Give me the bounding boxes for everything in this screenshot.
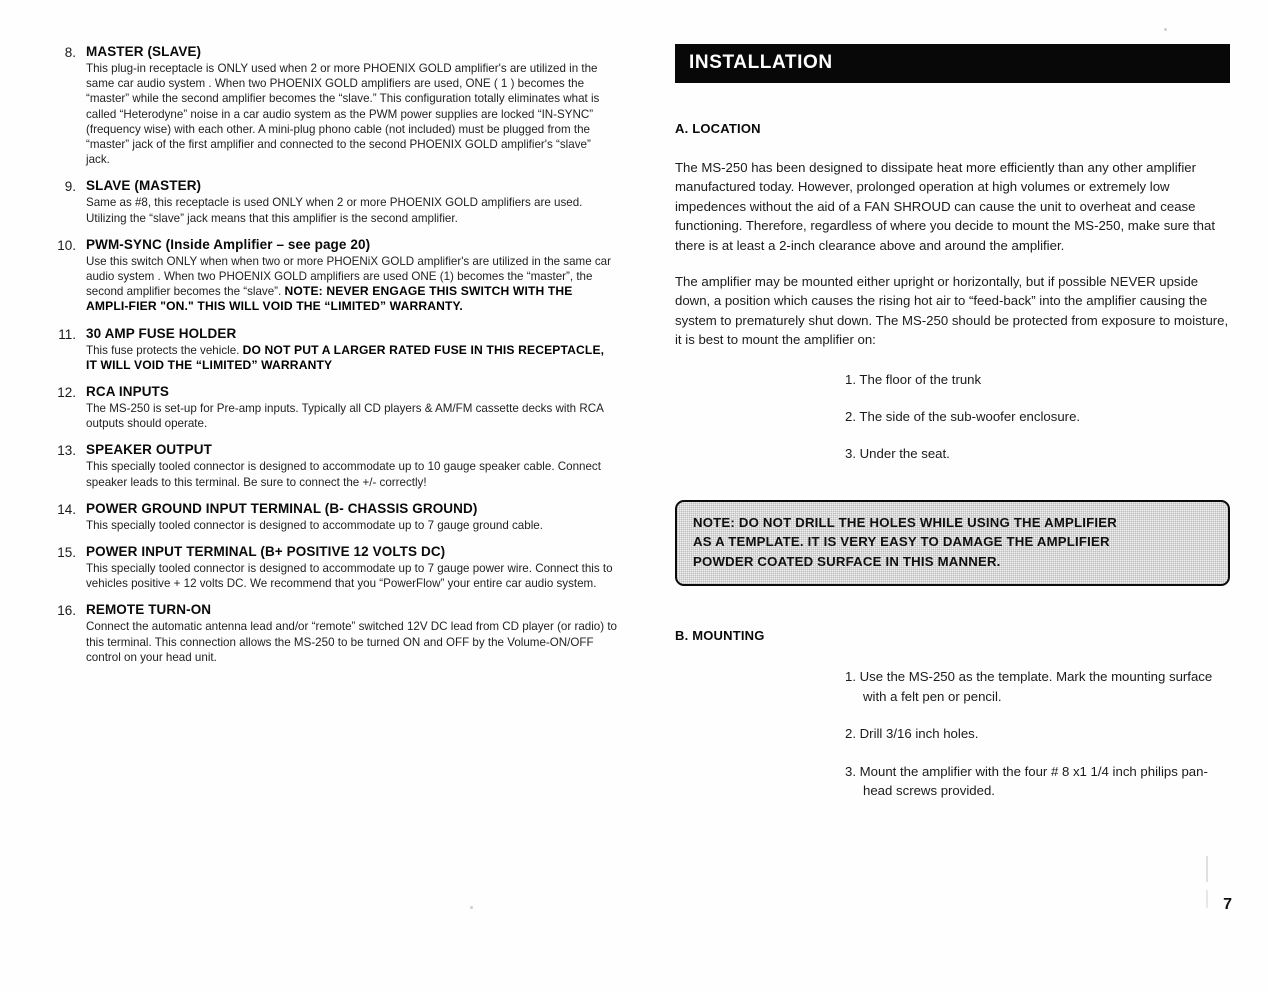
scan-speck [1164, 28, 1167, 31]
manual-item [42, 602, 617, 665]
item-body-text: This specially tooled connector is designed to accommodate up to 7 gauge ground cable. [86, 518, 543, 532]
item-number: 10. [57, 237, 76, 253]
section-b-heading: B. MOUNTING [675, 628, 765, 644]
manual-item [42, 501, 617, 533]
item-title: POWER GROUND INPUT TERMINAL (B- CHASSIS GROUND) [86, 500, 478, 516]
location-list [845, 370, 1230, 464]
manual-item [42, 544, 617, 591]
note-line: POWDER COATED SURFACE IN THIS MANNER. [693, 553, 1001, 569]
list-item: 3. Mount the amplifier with the four # 8 x1 1/4 inch philips pan-head screws provided. [845, 763, 1208, 798]
note-line: AS A TEMPLATE. IT IS VERY EASY TO DAMAGE THE AMPLIFIER [693, 534, 1110, 550]
item-title: REMOTE TURN-ON [86, 602, 212, 618]
note-line: NOTE: DO NOT DRILL THE HOLES WHILE USING THE AMPLIFIER [693, 514, 1118, 530]
manual-item [42, 44, 617, 167]
left-column [42, 44, 617, 676]
list-item: 1. The floor of the trunk [845, 371, 982, 387]
item-number: 9. [64, 179, 76, 195]
note-warning-box [675, 500, 1230, 587]
item-title: MASTER (SLAVE) [86, 44, 202, 59]
item-body [86, 619, 617, 665]
section-a-heading: A. LOCATION [675, 121, 761, 136]
item-body-warning: NOTE: NEVER ENGAGE THIS SWITCH WITH THE AMPLI-FIER "ON." THIS WILL VOID THE “LIMITED” WARRANTY. [86, 284, 573, 314]
scan-speck [1206, 890, 1208, 908]
mounting-list [845, 667, 1230, 800]
list-item: 3. Under the seat. [845, 446, 950, 462]
item-title: POWER INPUT TERMINAL (B+ POSITIVE 12 VOLTS DC) [86, 544, 446, 560]
item-body-text: Use this switch ONLY when when two or more PHOENiX GOLD amplifier's are utilized in the same car audio system . When two PHOENIX GOLD amplifiers are used ONE (1) becomes the “master”, the second amplifier becomes the “slave”. [86, 254, 611, 299]
list-item: 2. The side of the sub-woofer enclosure. [845, 409, 1081, 425]
item-body-text: The MS-250 is set-up for Pre-amp inputs. Typically all CD players & AM/FM cassette decks with RCA outputs should operate. [86, 402, 604, 431]
right-column [675, 44, 1230, 818]
item-number: 11. [58, 326, 76, 342]
item-title: RCA INPUTS [86, 384, 170, 400]
list-item: 1. Use the MS-250 as the template. Mark the mounting surface with a felt pen or pencil. [845, 669, 1213, 704]
item-number: 14. [57, 501, 76, 517]
manual-item [42, 326, 617, 373]
item-body [86, 561, 617, 591]
item-number: 12. [57, 385, 76, 401]
item-number: 13. [57, 443, 76, 459]
manual-item [42, 442, 617, 489]
scan-speck [1206, 856, 1208, 882]
item-title: PWM-SYNC (Inside Amplifier – see page 20) [86, 236, 371, 252]
installation-banner-title: INSTALLATION [689, 52, 833, 73]
item-body-text: This specially tooled connector is designed to accommodate up to 7 gauge power wire. Connect this to vehicles positive + 12 volts DC. We recommend that you “PowerFlow” your entire car audio system. [86, 562, 613, 591]
item-body [86, 343, 617, 373]
item-body [86, 195, 617, 225]
manual-item [42, 237, 617, 315]
page-number: 7 [1223, 896, 1232, 913]
item-title: SPEAKER OUTPUT [86, 442, 212, 458]
item-body [86, 61, 617, 167]
manual-item [42, 384, 617, 431]
item-body-text: This fuse protects the vehicle. [86, 343, 243, 357]
item-title: 30 AMP FUSE HOLDER [86, 325, 237, 341]
item-body [86, 459, 617, 489]
section-a-paragraph-2: The amplifier may be mounted either upright or horizontally, but if possible NEVER upside down, a position which causes the rising hot air to “feed-back” into the amplifier causing the system to prematurely shut down. The MS-250 should be protected from exposure to moisture, it is best to mount the amplifier on: [675, 274, 1229, 348]
item-body [86, 518, 617, 533]
installation-banner [675, 44, 1230, 83]
item-number: 16. [57, 603, 76, 619]
item-body [86, 401, 617, 431]
manual-item [42, 178, 617, 225]
item-body-text: This specially tooled connector is designed to accommodate up to 10 gauge speaker cable. Connect speaker leads to this terminal. Be sure to connect the +/- correctly! [86, 460, 601, 489]
item-body-text: Same as #8, this receptacle is used ONLY when 2 or more PHOENIX GOLD amplifiers are used. Utilizing the “slave” jack means that this amplifier is the second amplifier. [86, 196, 583, 225]
section-a-paragraph-1: The MS-250 has been designed to dissipate heat more efficiently than any other amplifier manufactured today. However, prolonged operation at high volumes or extremely low impedences without the aid of a FAN SHROUD can cause the unit to overheat and cease functioning. Therefore, regardless of where you decide to mount the MS-250, make sure that there is at least a 2-inch clearance above and around the amplifier. [675, 160, 1216, 253]
item-body-warning: DO NOT PUT A LARGER RATED FUSE IN THIS RECEPTACLE, IT WILL VOID THE “LIMITED” WARRANTY [86, 342, 605, 372]
item-title: SLAVE (MASTER) [86, 178, 202, 194]
scan-speck [470, 906, 473, 909]
item-number: 15. [57, 545, 76, 561]
list-item: 2. Drill 3/16 inch holes. [845, 726, 979, 742]
item-body-text: Connect the automatic antenna lead and/or “remote” switched 12V DC lead from CD player (or radio) to this terminal. This connection allows the MS-250 to be turned ON and OFF by the Volume-ON/OFF control on your head unit. [86, 620, 617, 664]
item-number: 8. [64, 45, 76, 60]
item-body-text: This plug-in receptacle is ONLY used when 2 or more PHOENIX GOLD amplifier's are utilized in the same car audio system . When two PHOENIX GOLD amplifiers are used, ONE ( 1 ) becomes the “master” while the second amplifier becomes the “slave.” This configuration totally eliminates what is called “Heterodyne” noise in a car audio system as the PWM power supplies are locked “IN-SYNC” (frequency wise) with each other. A mini-plug phono cable (not included) must be plugged from the “master” jack of the first amplifier and connected to the second PHOENIX GOLD amplifier's “slave” jack. [86, 62, 600, 167]
item-body [86, 254, 617, 315]
